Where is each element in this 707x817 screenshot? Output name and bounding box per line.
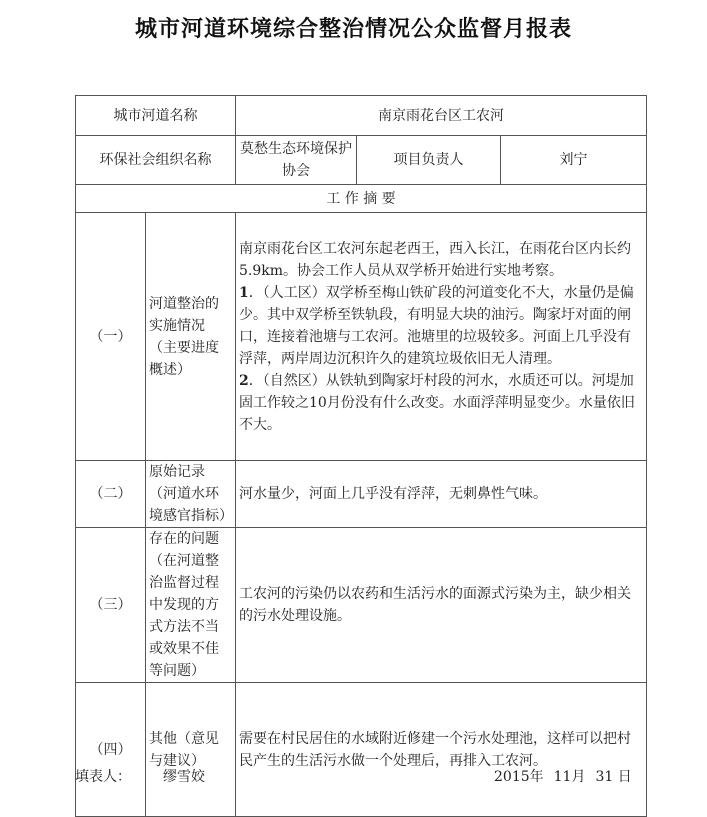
row-content bbox=[236, 683, 647, 817]
organization-value: 莫愁生态环境保护协会 bbox=[236, 136, 357, 185]
filler-name: 缪雪姣 bbox=[163, 769, 205, 785]
paragraph-number: 1 bbox=[239, 284, 249, 301]
row-content bbox=[236, 528, 647, 683]
project-manager-label: 项目负责人 bbox=[357, 136, 501, 185]
date-day: 31 日 bbox=[595, 769, 632, 785]
row-content bbox=[236, 213, 647, 461]
page-title: 城市河道环境综合整治情况公众监督月报表 bbox=[134, 17, 572, 42]
summary-row-1 bbox=[76, 213, 647, 461]
row-index: （一） bbox=[76, 213, 146, 461]
paragraph-text: ．（人工区）双学桥至梅山铁矿段的河道变化不大，水量仍是偏少。其中双学桥至铁轨段，有明显大块的油污。陶家圩对面的闸口，连接着池塘与工农河。池塘里的垃圾较多。河面上几乎没有浮萍，两岸周边沉积许久的建筑垃圾依旧无人清理。 bbox=[239, 284, 634, 367]
river-name-value: 南京雨花台区工农河 bbox=[236, 96, 647, 136]
summary-row-3 bbox=[76, 528, 647, 683]
date-year: 2015年 bbox=[494, 769, 544, 785]
river-name-row bbox=[76, 96, 647, 136]
paragraph-number: 2 bbox=[239, 372, 249, 389]
summary-header: 工 作 摘 要 bbox=[76, 185, 647, 213]
report-table bbox=[75, 95, 647, 817]
river-name-label: 城市河道名称 bbox=[76, 96, 236, 136]
summary-row-2 bbox=[76, 461, 647, 528]
paragraph-text: ．（自然区）从铁轨到陶家圩村段的河水，水质还可以。河堤加固工作较之10月份没有什么改变。水面浮萍明显变少。水量依旧不大。 bbox=[239, 372, 635, 433]
summary-header-row bbox=[76, 185, 647, 213]
filler-info bbox=[75, 766, 237, 786]
row-index: （四） bbox=[76, 683, 146, 817]
content-paragraph bbox=[239, 370, 643, 436]
row-label: 原始记录（河道水环境感官指标） bbox=[146, 461, 236, 528]
report-date bbox=[494, 766, 642, 786]
row-label: 存在的问题（在河道整治监督过程中发现的方式方法不当或效果不佳等问题） bbox=[146, 528, 236, 683]
filler-label: 填表人： bbox=[75, 769, 131, 785]
row-label: 河道整治的实施情况（主要进度概述） bbox=[146, 213, 236, 461]
content-paragraph bbox=[239, 282, 643, 370]
paragraph-text: 工农河的污染仍以农药和生活污水的面源式污染为主，缺少相关的污水处理设施。 bbox=[239, 586, 631, 624]
row-index: （二） bbox=[76, 461, 146, 528]
project-manager-value: 刘宁 bbox=[501, 136, 647, 185]
paragraph-text: 需要在村民居住的水域附近修建一个污水处理池，这样可以把村民产生的生活污水做一个处理后，再排入工农河。 bbox=[239, 730, 631, 769]
row-content bbox=[236, 461, 647, 528]
paragraph-text: 河水量少，河面上几乎没有浮萍，无刺鼻性气味。 bbox=[239, 486, 547, 502]
organization-label: 环保社会组织名称 bbox=[76, 136, 236, 185]
paragraph-text: 南京雨花台区工农河东起老西王，西入长江，在雨花台区内长约5.9km。协会工作人员从双学桥开始进行实地考察。 bbox=[239, 240, 631, 279]
row-label: 其他（意见与建议） bbox=[146, 683, 236, 817]
organization-row bbox=[76, 136, 647, 185]
date-month: 11月 bbox=[553, 769, 586, 785]
summary-row-4 bbox=[76, 683, 647, 817]
content-paragraph bbox=[239, 238, 643, 282]
row-index: （三） bbox=[76, 528, 146, 683]
